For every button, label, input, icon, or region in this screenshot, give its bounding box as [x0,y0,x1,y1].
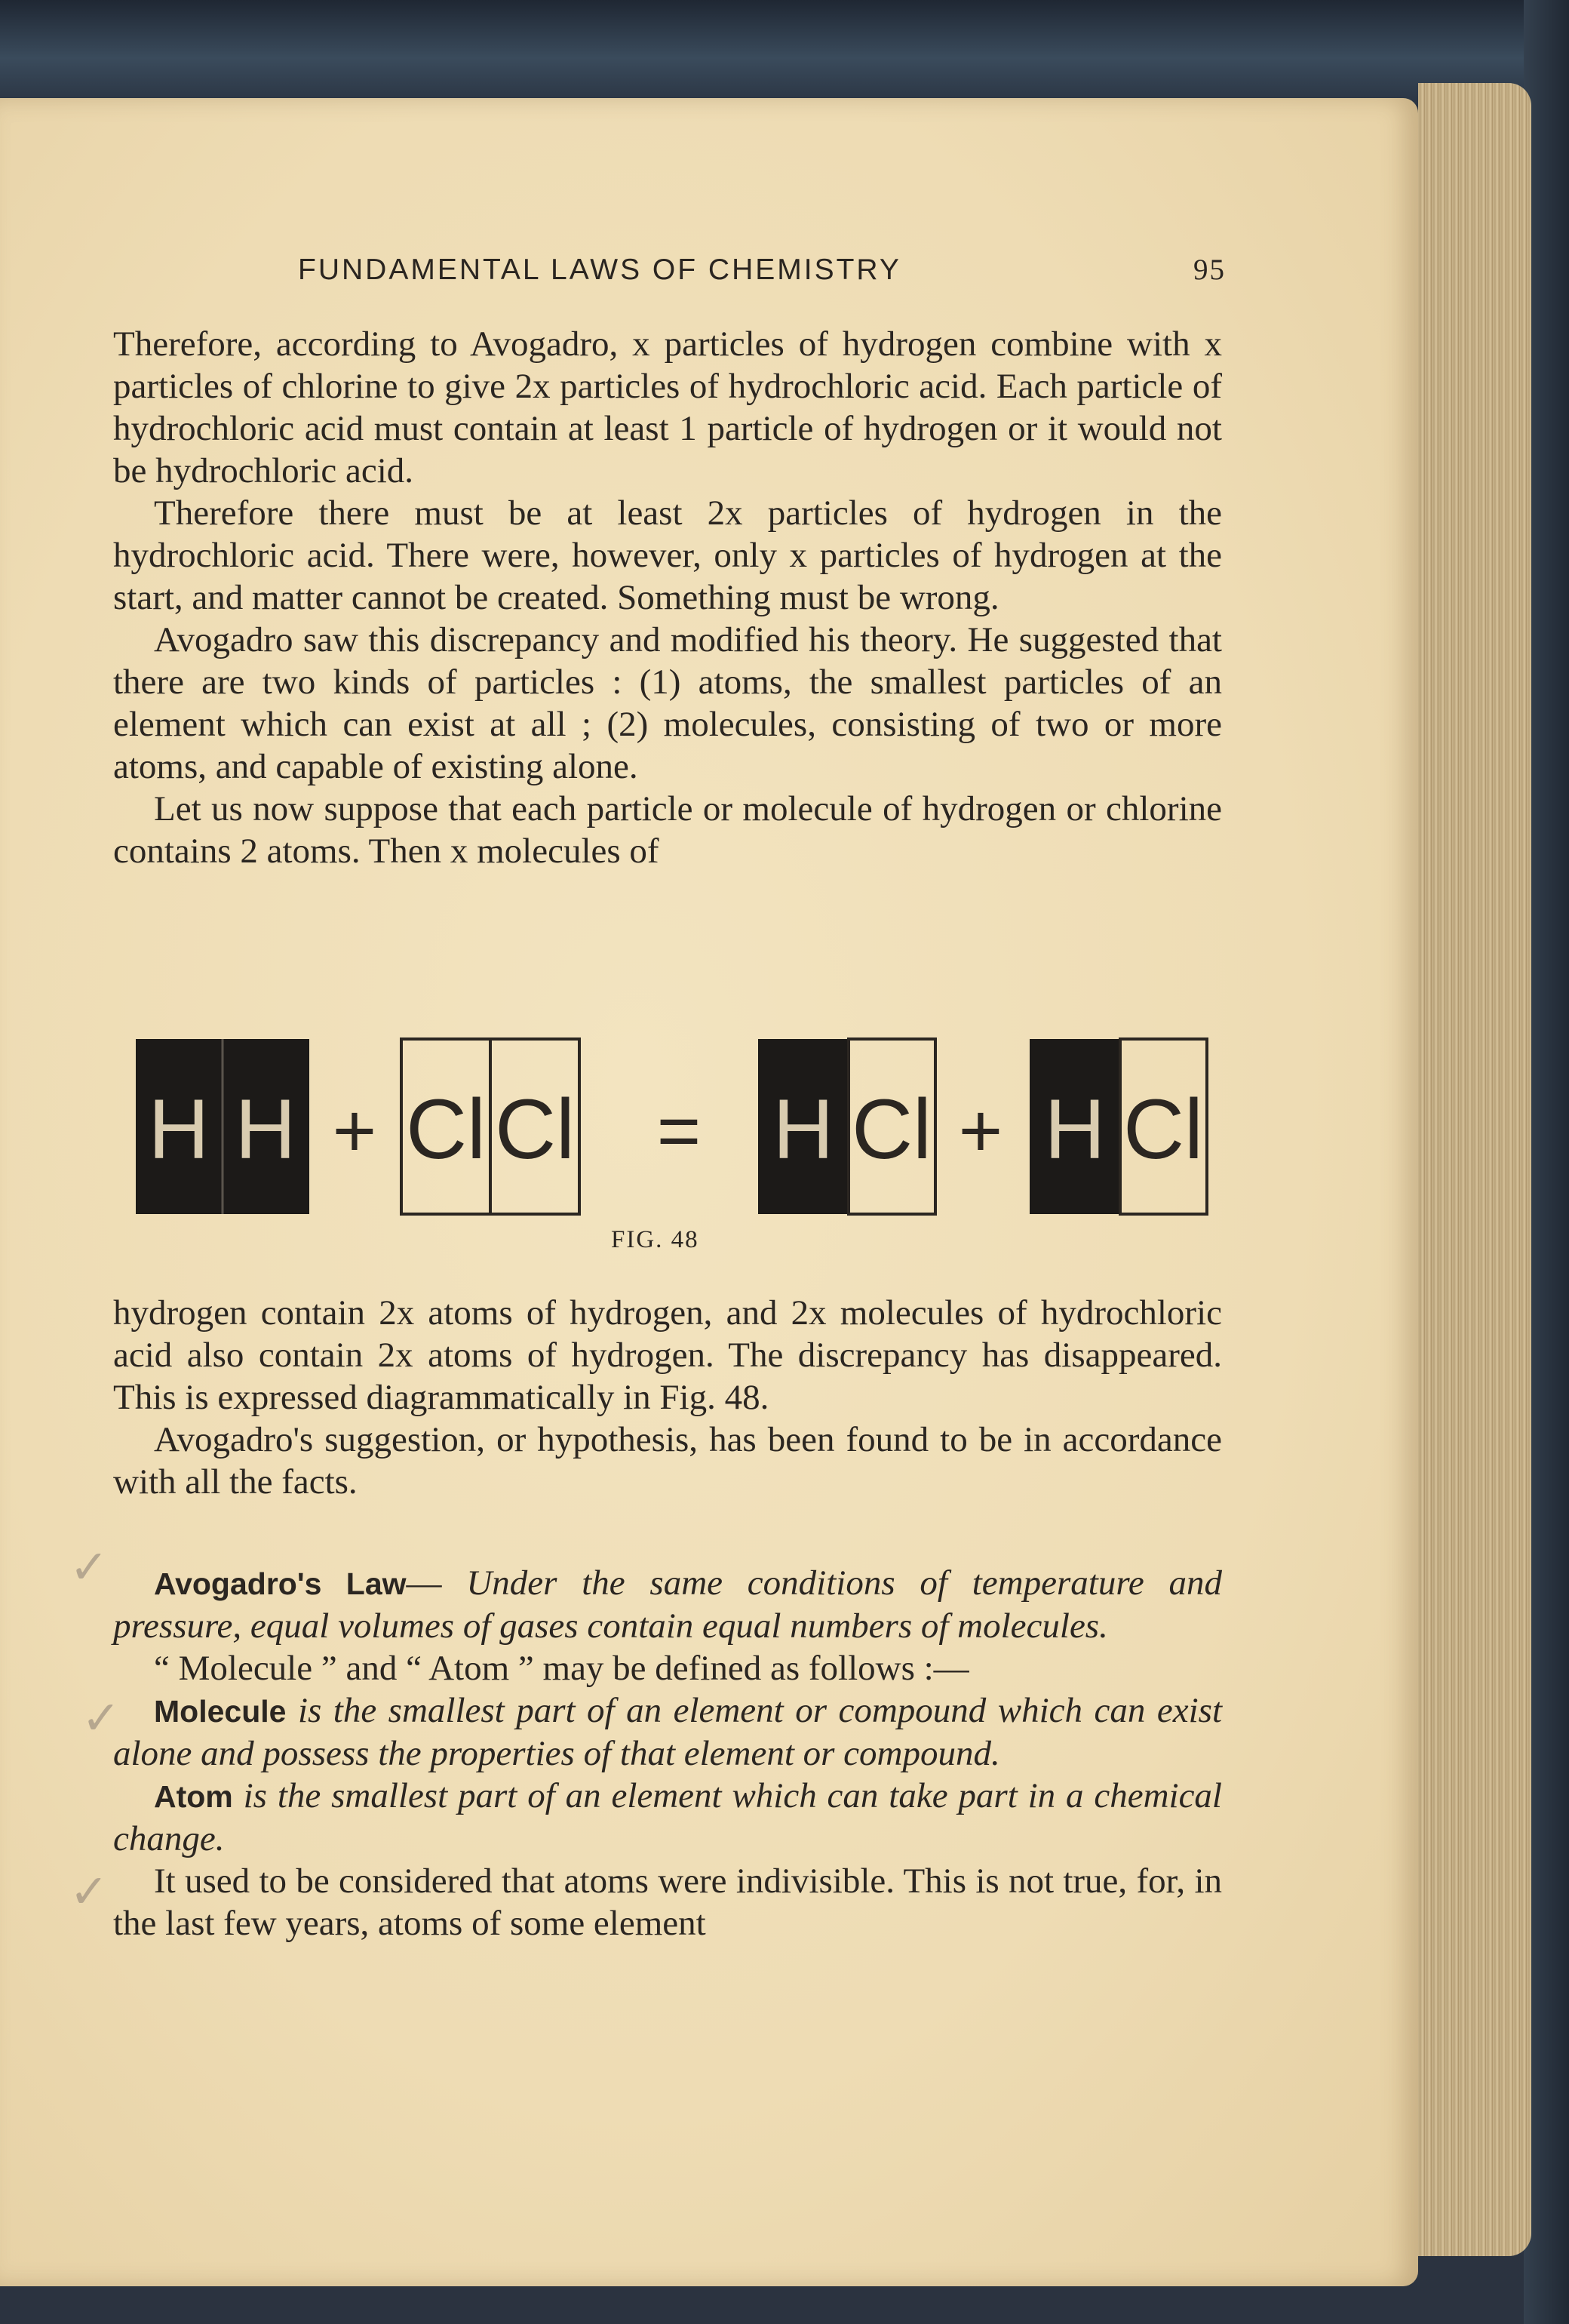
definitions-intro: “ Molecule ” and “ Atom ” may be defined as follows :— [154,1649,969,1688]
text-block-top [113,323,1222,872]
atom-label-cl: Cl [406,1082,486,1176]
atom-label-h: H [235,1082,296,1176]
running-header [298,253,1226,287]
page-number: 95 [1193,254,1226,286]
pencil-check-mark-icon: ✓ [69,1864,109,1919]
pencil-check-mark-icon: ✓ [81,1690,121,1745]
law-text: Under the same conditions of temperature and pressure, equal volumes of gases contain equal numbers of molecules. [113,1563,1223,1646]
atom-label-cl: Cl [495,1082,575,1176]
molecule-text: is the smallest part of an element or compound which can exist alone and possess the properties of that element or compound. [113,1691,1223,1773]
paragraph: Therefore, according to Avogadro, x particles of hydrogen combine with x particles of chlorine to give 2x particles of hydrochloric acid. Each particle of hydrochloric acid must contain at least 1 particle of hydrogen or it would not be hydrochloric acid. [113,324,1222,490]
atom-text: is the smallest part of an element which can take part in a chemical change. [113,1776,1222,1858]
chlorine-molecule [401,1039,579,1214]
hydrochloric-acid-molecule [758,1039,935,1214]
molecule-label: Molecule [154,1694,287,1729]
atom-label-cl: Cl [852,1082,932,1176]
figure-caption: FIG. 48 [611,1226,699,1253]
paragraph: Therefore there must be at least 2x particles of hydrogen in the hydrochloric acid. There were, however, only x particles of hydrogen at the start, and matter cannot be created. Something must be wrong. [113,493,1222,617]
atom-label-h: H [148,1082,210,1176]
law-statement [113,1562,1222,1647]
equals-sign: = [656,1089,702,1173]
pencil-check-mark-icon: ✓ [69,1539,109,1594]
text-block-definitions [113,1562,1222,1944]
running-title: FUNDAMENTAL LAWS OF CHEMISTRY [298,254,901,286]
paragraph: hydrogen contain 2x atoms of hydrogen, and 2x molecules of hydrochloric acid also contain 2x atoms of hydrogen. The discrepancy has disappeared. This is expressed diagrammatically in Fig. 48. [113,1293,1222,1417]
plus-sign: + [332,1089,377,1173]
page-edges [1418,83,1531,2256]
plus-sign: + [958,1089,1003,1173]
atom-label: Atom [154,1779,233,1814]
text-block-middle [113,1292,1222,1503]
molecule-definition [113,1689,1222,1775]
law-label: Avogadro's Law [154,1566,407,1601]
atom-definition [113,1775,1222,1860]
hydrogen-molecule [136,1039,309,1214]
atom-label-h: H [772,1082,834,1176]
law-dash: — [406,1563,442,1603]
hydrochloric-acid-molecule [1030,1039,1207,1214]
figure-48-diagram [136,1030,1214,1219]
paragraph: It used to be considered that atoms were indivisible. This is not true, for, in the last few years, atoms of some element [113,1861,1222,1943]
book-cover-top [0,0,1569,106]
atom-label-h: H [1044,1082,1106,1176]
atom-label-cl: Cl [1123,1082,1203,1176]
paragraph: Avogadro saw this discrepancy and modified his theory. He suggested that there are two kinds of particles : (1) atoms, the smallest particles of an element which can exist at all ; (2) molecules, consisting of two or more atoms, and capable of existing alone. [113,620,1222,786]
paragraph: Avogadro's suggestion, or hypothesis, has been found to be in accordance with all the facts. [113,1420,1222,1502]
paragraph: Let us now suppose that each particle or molecule of hydrogen or chlorine contains 2 atoms. Then x molecules of [113,789,1222,871]
